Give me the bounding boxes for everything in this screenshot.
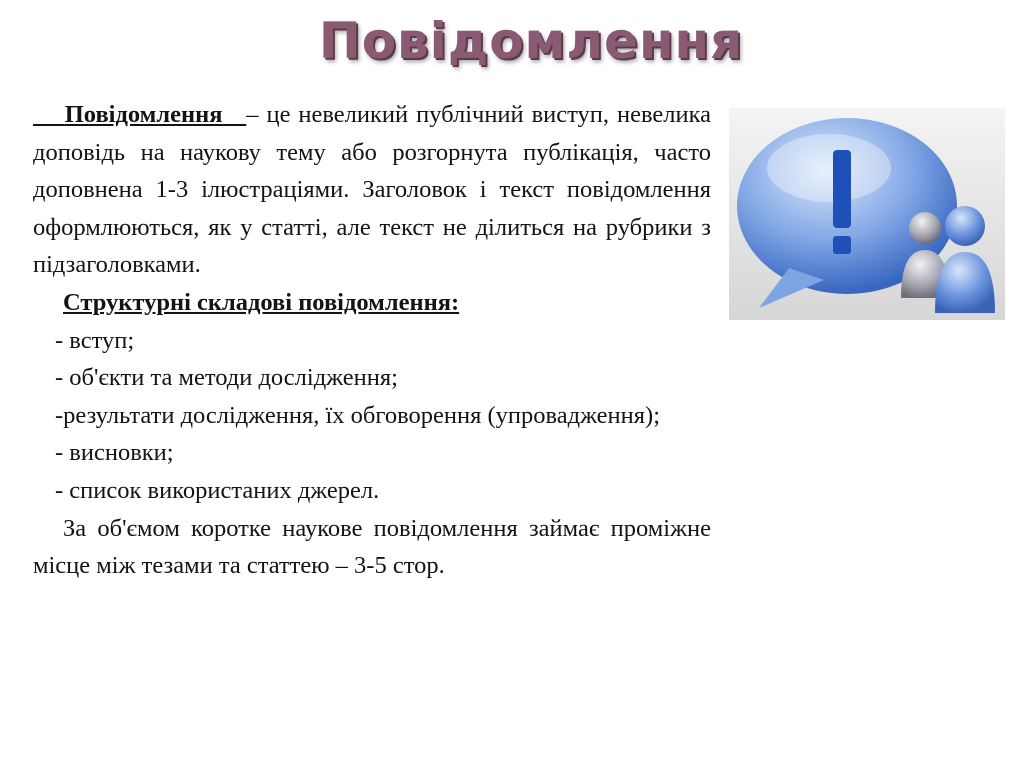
volume-paragraph: За об'ємом коротке наукове повідомлення займає проміжне місце між тезами та статтею – 3-5 стор. [33,514,711,580]
structure-item: - висновки; [55,439,174,467]
slide-title: Повідомлення [318,12,744,70]
definition-term: Повідомлення [64,101,223,128]
structure-item: - об'єкти та методи дослідження; [55,364,398,392]
slide-body [33,96,711,585]
term-underline-trail [222,101,246,128]
structure-item: - вступ; [55,326,135,354]
structure-item: - список використаних джерел. [55,476,380,504]
structure-heading: Структурні складові повідомлення: [63,288,460,316]
term-underline-lead [33,101,65,128]
structure-heading-line [33,284,711,322]
definition-paragraph [33,96,711,284]
speech-bubble-exclamation-with-users-icon [729,108,1005,320]
definition-text: це невеликий публічний виступ, невелика доповідь на наукову тему або розгорнута публікація, часто доповнена 1-3 ілюстраціями. Заголовок і текст повідомлення оформлюються, як у статті, але текст не ділиться на рубрики з підзаголовками. [33,101,711,279]
illustration [729,108,1005,320]
structure-item: -результати дослідження, їх обговорення (упровадження); [55,401,661,429]
definition-dash: – [246,101,259,128]
